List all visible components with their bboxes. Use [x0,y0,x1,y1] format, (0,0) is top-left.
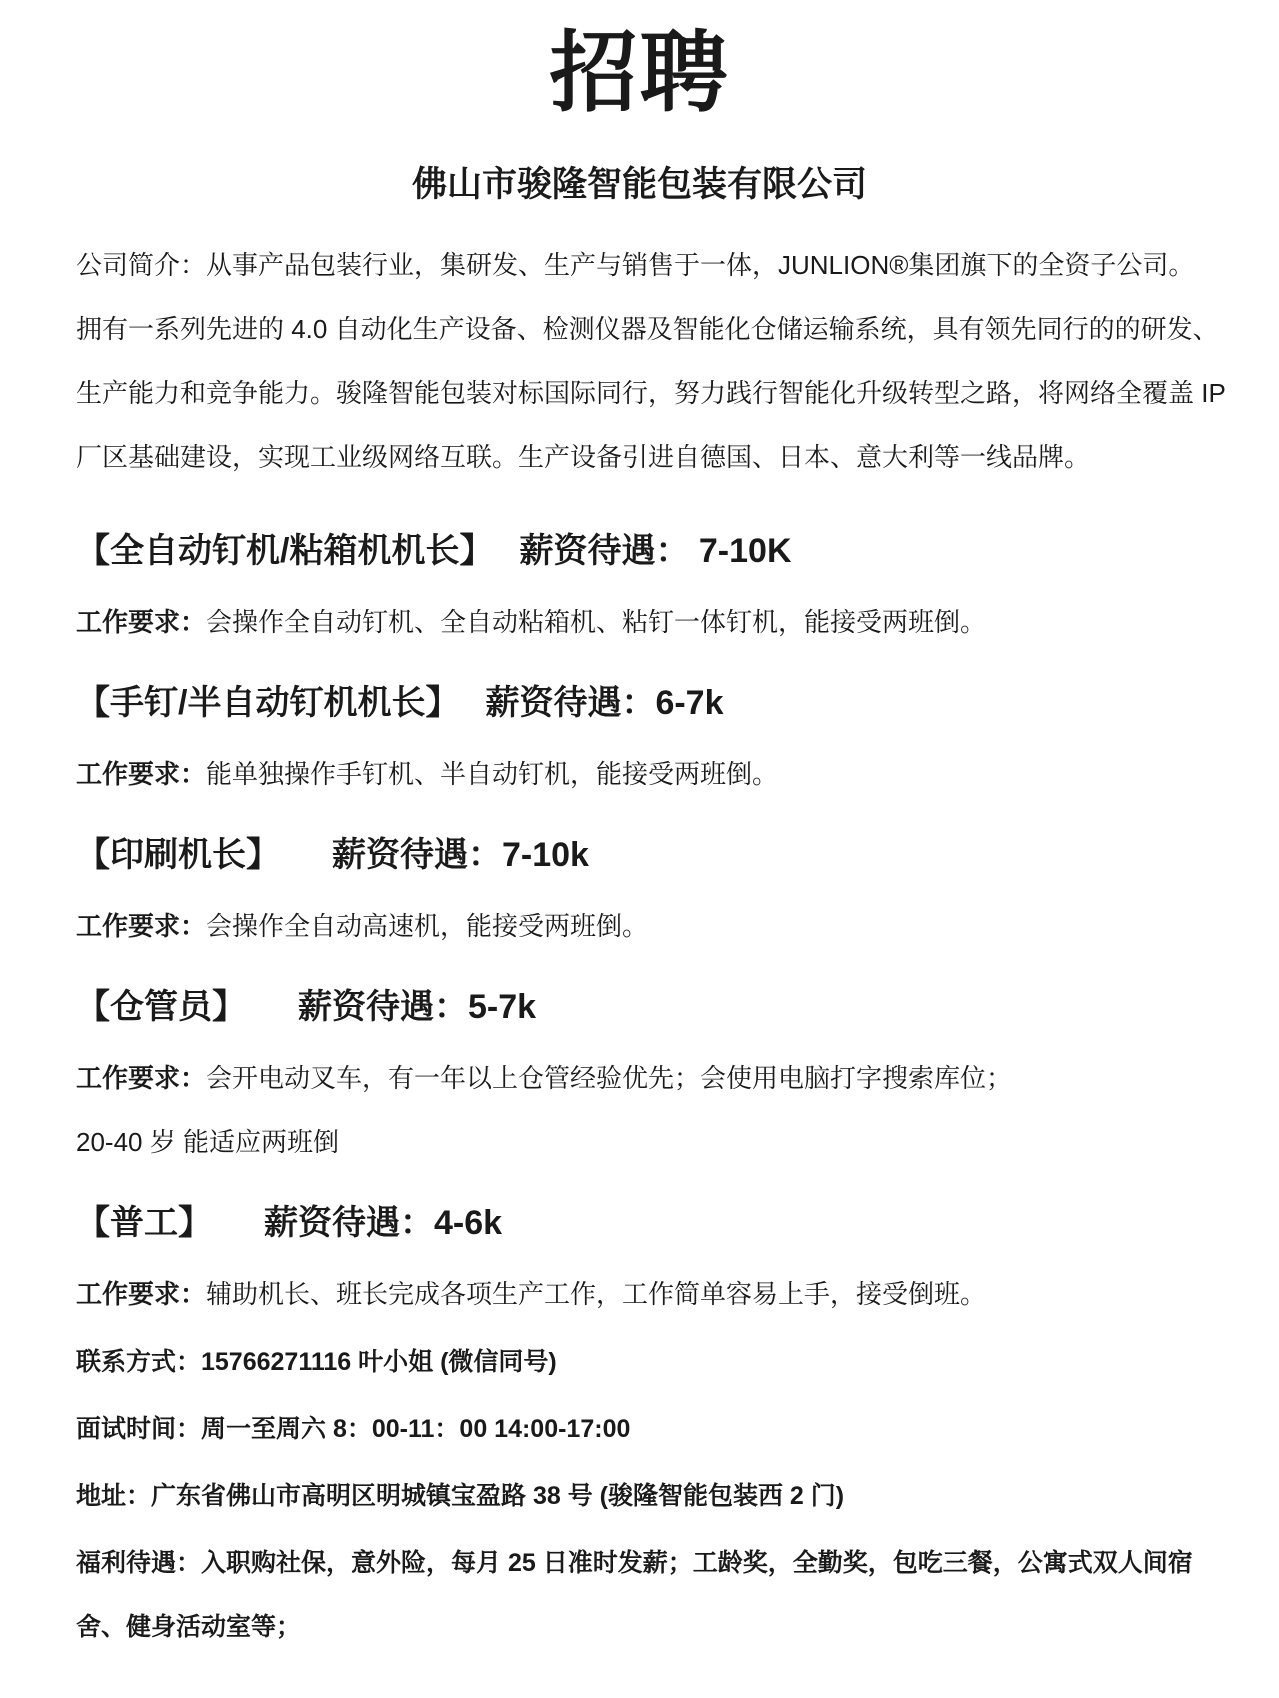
job-section-auto-nailing-machine-captain [76,529,1203,639]
address-line: 地址：广东省佛山市高明区明城镇宝盈路 38 号 (骏隆智能包装西 2 门) [76,1482,845,1511]
recruitment-flyer [0,22,1279,1698]
job-position: 【印刷机长】 [76,836,280,875]
job-requirements-extra: 20-40 岁 能适应两班倒 [76,1127,339,1158]
job-requirements [76,1061,1203,1095]
contact-line: 联系方式：15766271116 叶小姐 (微信同号) [76,1348,557,1377]
benefits-line: 福利待遇：入职购社保，意外险，每月 25 日准时发薪；工龄奖，全勤奖，包吃三餐，公寓式双人间宿舍、健身活动室等； [76,1549,1193,1642]
intro-line: 公司简介：从事产品包装行业，集研发、生产与销售于一体，JUNLION®集团旗下的全资子公司。 [76,250,1195,281]
req-text: 辅助机长、班长完成各项生产工作，工作简单容易上手，接受倒班。 [206,1279,987,1310]
req-label: 工作要求： [76,911,207,942]
intro-line: 生产能力和竞争能力。骏隆智能包装对标国际同行，努力践行智能化升级转型之路，将网络全覆盖 IP [76,378,1226,409]
req-text: 会操作全自动钉机、全自动粘箱机、粘钉一体钉机，能接受两班倒。 [206,607,987,638]
job-salary: 薪资待遇：5-7k [298,988,537,1027]
job-section-printing-machine-captain [76,833,1203,943]
intro-line: 厂区基础建设，实现工业级网络互联。生产设备引进自德国、日本、意大利等一线品牌。 [76,442,1091,473]
job-section-warehouse-keeper [76,985,1203,1159]
company-name: 佛山市骏隆智能包装有限公司 [411,165,867,205]
job-position: 【全自动钉机/粘箱机机长】 [76,532,494,571]
req-text: 会开电动叉车，有一年以上仓管经验优先；会使用电脑打字搜索库位； [206,1063,1013,1094]
job-heading [76,1201,1203,1245]
job-salary: 薪资待遇：7-10k [332,836,589,875]
job-salary: 薪资待遇：6-7k [485,684,724,723]
job-position: 【手钉/半自动钉机机长】 [76,684,460,723]
interview-time-line: 面试时间：周一至周六 8：00-11：00 14:00-17:00 [76,1415,631,1444]
job-heading [76,985,1203,1029]
company-intro [76,233,1226,489]
job-section-hand-nailing-machine-captain [76,681,1203,791]
req-text: 会操作全自动高速机，能接受两班倒。 [206,911,649,942]
req-label: 工作要求： [76,1063,207,1094]
job-requirements [76,605,1203,639]
footer-info [76,1345,1203,1659]
job-position: 【仓管员】 [76,988,246,1027]
job-heading [76,529,1203,573]
intro-line: 拥有一系列先进的 4.0 自动化生产设备、检测仪器及智能化仓储运输系统，具有领先同行的的研发、 [76,314,1219,345]
req-label: 工作要求： [76,607,207,638]
req-text: 能单独操作手钉机、半自动钉机，能接受两班倒。 [206,759,779,790]
req-label: 工作要求： [76,1279,207,1310]
page-title: 招聘 [549,23,730,122]
job-position: 【普工】 [76,1204,212,1243]
job-heading [76,681,1203,725]
job-section-general-worker [76,1201,1203,1311]
job-salary: 薪资待遇： 7-10K [519,532,792,571]
job-requirements [76,909,1203,943]
job-requirements [76,1277,1203,1311]
job-requirements [76,757,1203,791]
req-label: 工作要求： [76,759,207,790]
job-heading [76,833,1203,877]
job-salary: 薪资待遇：4-6k [264,1204,503,1243]
